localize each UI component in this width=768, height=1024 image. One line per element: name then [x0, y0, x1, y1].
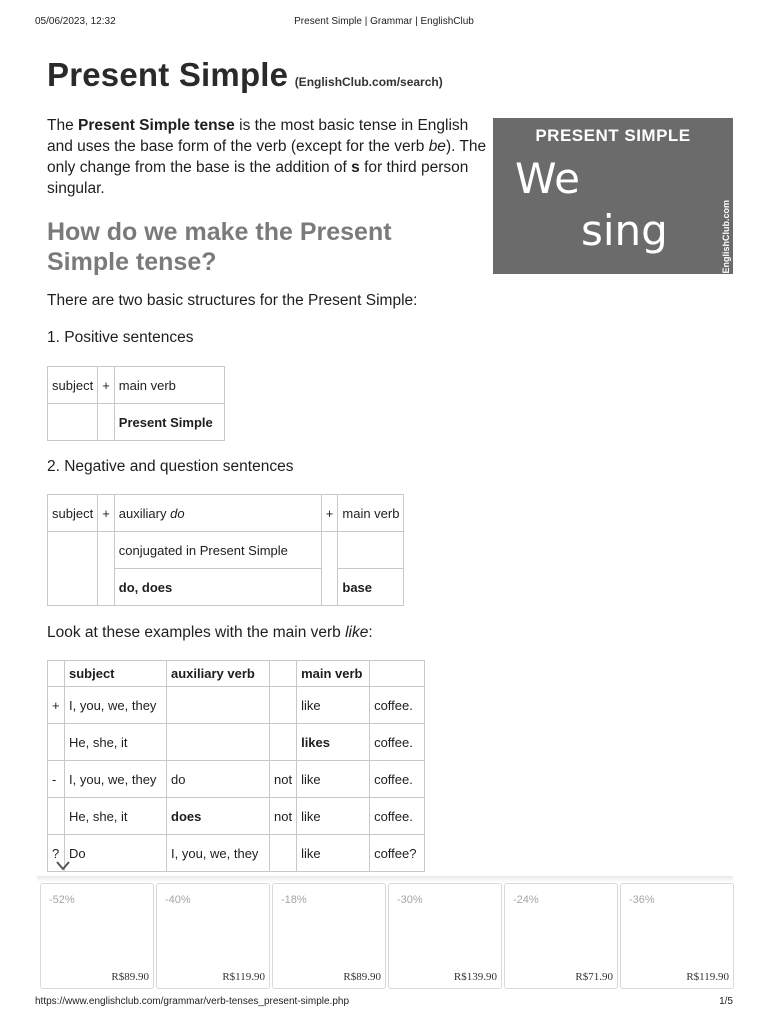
cell-plus: + [98, 367, 115, 404]
row-not: not [270, 761, 297, 798]
cell-subject: subject [48, 367, 98, 404]
table-row [48, 761, 425, 798]
page-title-source-link[interactable]: (EnglishClub.com/search) [294, 75, 443, 89]
structures-intro: There are two basic structures for the Present Simple: [47, 292, 418, 309]
header-object [370, 661, 425, 687]
deal-card[interactable] [40, 883, 154, 989]
cell-subject: subject [48, 495, 98, 532]
deal-card[interactable] [620, 883, 734, 989]
row-subject: He, she, it [65, 798, 167, 835]
cell-aux-forms: do, does [114, 569, 321, 606]
cell-empty [48, 404, 98, 441]
row-sign: - [48, 761, 65, 798]
cell-auxiliary: auxiliary do [114, 495, 321, 532]
section-heading: How do we make the Present Simple tense? [47, 218, 392, 276]
examples-table [47, 660, 425, 872]
deals-carousel [37, 876, 733, 992]
negative-structure-table [47, 494, 404, 606]
header-auxiliary: auxiliary verb [167, 661, 270, 687]
table-row [48, 687, 425, 724]
row-subject: I, you, we, they [65, 687, 167, 724]
row-aux: do [167, 761, 270, 798]
row-main: like [297, 761, 370, 798]
print-header [35, 16, 733, 30]
row-aux: I, you, we, they [167, 835, 270, 872]
row-main: like [297, 835, 370, 872]
table-row [48, 835, 425, 872]
row-not [270, 687, 297, 724]
cell-empty [48, 532, 98, 606]
row-aux: does [167, 798, 270, 835]
row-object: coffee. [370, 687, 425, 724]
row-main: likes [297, 724, 370, 761]
deal-card[interactable] [388, 883, 502, 989]
cell-main-verb: main verb [114, 367, 224, 404]
row-subject: He, she, it [65, 724, 167, 761]
examples-intro: Look at these examples with the main verb like: [47, 624, 373, 641]
hero-word-sing: sing [581, 206, 668, 255]
header-not [270, 661, 297, 687]
row-subject: Do [65, 835, 167, 872]
header-main-verb: main verb [297, 661, 370, 687]
deal-price: R$119.90 [686, 971, 729, 983]
deal-discount: -36% [629, 894, 655, 906]
deal-price: R$89.90 [111, 971, 149, 983]
present-simple-hero-image [493, 118, 733, 274]
row-object: coffee. [370, 724, 425, 761]
row-main: like [297, 798, 370, 835]
cell-base: base [338, 569, 404, 606]
print-page-title: Present Simple | Grammar | EnglishClub [294, 16, 474, 27]
cell-empty [338, 532, 404, 569]
row-not: not [270, 798, 297, 835]
row-object: coffee. [370, 798, 425, 835]
cell-empty [98, 404, 115, 441]
deal-discount: -24% [513, 894, 539, 906]
row-main: like [297, 687, 370, 724]
deal-price: R$89.90 [343, 971, 381, 983]
hero-title: PRESENT SIMPLE [535, 126, 691, 145]
cell-plus: + [321, 495, 338, 532]
deal-price: R$119.90 [222, 971, 265, 983]
row-subject: I, you, we, they [65, 761, 167, 798]
hero-brand: EnglishClub.com [721, 200, 731, 274]
print-page-number: 1/5 [719, 996, 733, 1007]
print-url[interactable]: https://www.englishclub.com/grammar/verb-tenses_present-simple.php [35, 996, 350, 1007]
cell-main-verb: main verb [338, 495, 404, 532]
print-datetime: 05/06/2023, 12:32 [35, 16, 116, 27]
row-sign [48, 798, 65, 835]
deal-price: R$139.90 [453, 971, 497, 983]
chevron-down-icon[interactable] [55, 860, 71, 872]
deal-discount: -52% [49, 894, 75, 906]
deal-card[interactable] [504, 883, 618, 989]
cell-conjugated: conjugated in Present Simple [114, 532, 321, 569]
row-aux [167, 687, 270, 724]
row-object: coffee. [370, 761, 425, 798]
positive-structure-table [47, 366, 225, 441]
deal-discount: -18% [281, 894, 307, 906]
deal-price: R$71.90 [575, 971, 613, 983]
deal-card[interactable] [156, 883, 270, 989]
deal-card[interactable] [272, 883, 386, 989]
cell-present-simple: Present Simple [114, 404, 224, 441]
header-sign [48, 661, 65, 687]
intro-paragraph: The Present Simple tense is the most basic tense in English and uses the base form of the verb (except for the verb be). The only change from the base is the addition of s for third person singular. [47, 117, 487, 197]
row-not [270, 835, 297, 872]
page-title-row [47, 56, 443, 94]
hero-word-we: We [515, 154, 580, 203]
deal-discount: -40% [165, 894, 191, 906]
carousel-top-shadow [37, 876, 733, 882]
row-sign: + [48, 687, 65, 724]
table-row [48, 724, 425, 761]
negative-heading: 2. Negative and question sentences [47, 458, 294, 475]
row-object: coffee? [370, 835, 425, 872]
page-title: Present Simple [47, 56, 289, 93]
row-sign [48, 724, 65, 761]
header-subject: subject [65, 661, 167, 687]
deal-discount: -30% [397, 894, 423, 906]
cell-empty [98, 532, 115, 606]
cell-plus: + [98, 495, 115, 532]
row-not [270, 724, 297, 761]
table-row [48, 798, 425, 835]
cell-empty [321, 532, 338, 606]
positive-heading: 1. Positive sentences [47, 329, 194, 346]
print-footer [35, 996, 733, 1010]
row-sign: ? [48, 835, 65, 872]
row-aux [167, 724, 270, 761]
